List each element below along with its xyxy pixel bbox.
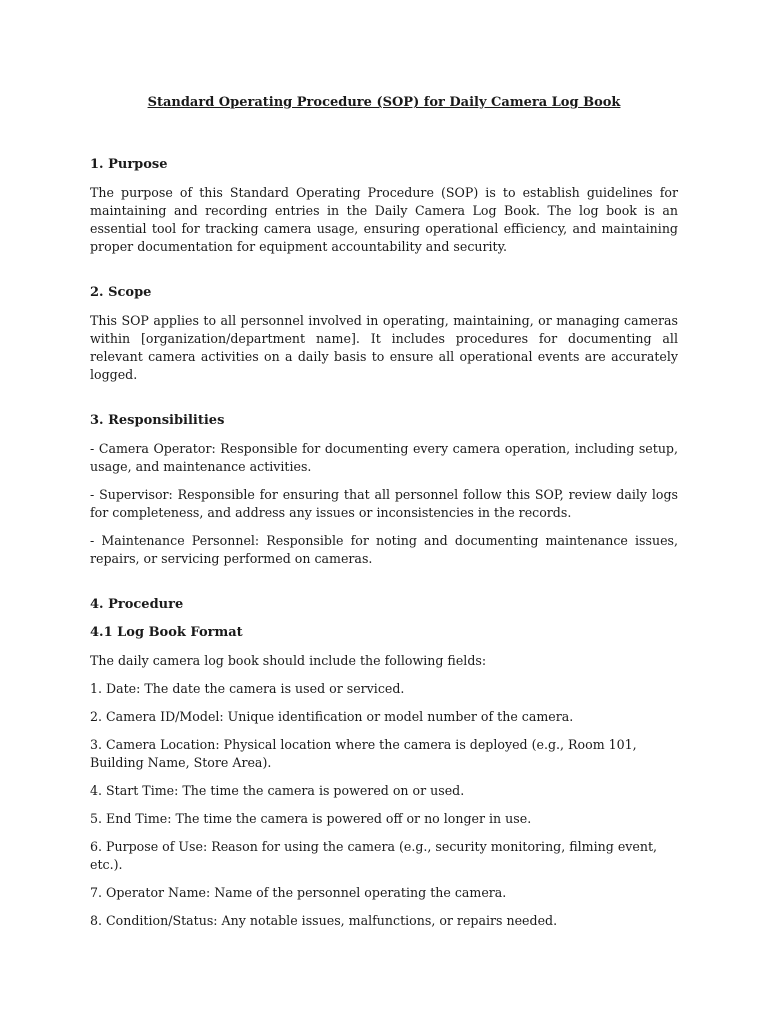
procedure-intro: The daily camera log book should include the following fields: [90, 653, 487, 668]
procedure-field-item: 8. Condition/Status: Any notable issues, malfunctions, or repairs needed. [90, 913, 558, 928]
section-responsibilities [90, 412, 678, 568]
procedure-field-item: 2. Camera ID/Model: Unique identification or model number of the camera. [90, 709, 574, 724]
section-heading-scope: 2. Scope [90, 285, 152, 300]
procedure-field-item: 3. Camera Location: Physical location where the camera is deployed (e.g., Room 101, Building Name, Store Area). [90, 737, 637, 770]
section-procedure [90, 596, 678, 930]
section-scope [90, 284, 678, 384]
procedure-field-item: 6. Purpose of Use: Reason for using the camera (e.g., security monitoring, filming event, etc.). [90, 839, 658, 872]
section-purpose [90, 156, 678, 256]
section-heading-procedure: 4. Procedure [90, 597, 184, 612]
section-heading-purpose: 1. Purpose [90, 157, 168, 172]
document-title: Standard Operating Procedure (SOP) for Daily Camera Log Book [147, 95, 621, 110]
subsection-heading-log-book-format: 4.1 Log Book Format [90, 625, 243, 640]
purpose-body: The purpose of this Standard Operating Procedure (SOP) is to establish guidelines for maintaining and recording entries in the Daily Camera Log Book. The log book is an essential tool for tracking camera usage, ensuring operational efficiency, and maintaining proper documentation for equipment accountability and security. [90, 185, 678, 254]
responsibility-item: - Maintenance Personnel: Responsible for noting and documenting maintenance issues, repairs, or servicing performed on cameras. [90, 533, 678, 566]
procedure-field-item: 5. End Time: The time the camera is powered off or no longer in use. [90, 811, 532, 826]
procedure-field-item: 1. Date: The date the camera is used or serviced. [90, 681, 405, 696]
procedure-field-item: 4. Start Time: The time the camera is powered on or used. [90, 783, 465, 798]
section-heading-responsibilities: 3. Responsibilities [90, 413, 225, 428]
responsibility-item: - Supervisor: Responsible for ensuring that all personnel follow this SOP, review daily logs for completeness, and address any issues or inconsistencies in the records. [90, 487, 678, 520]
procedure-field-item: 7. Operator Name: Name of the personnel operating the camera. [90, 885, 507, 900]
scope-body: This SOP applies to all personnel involved in operating, maintaining, or managing cameras within [organization/department name]. It includes procedures for documenting all relevant camera activities on a daily basis to ensure all operational events are accurately logged. [90, 313, 678, 382]
responsibility-item: - Camera Operator: Responsible for documenting every camera operation, including setup, usage, and maintenance activities. [90, 441, 678, 474]
